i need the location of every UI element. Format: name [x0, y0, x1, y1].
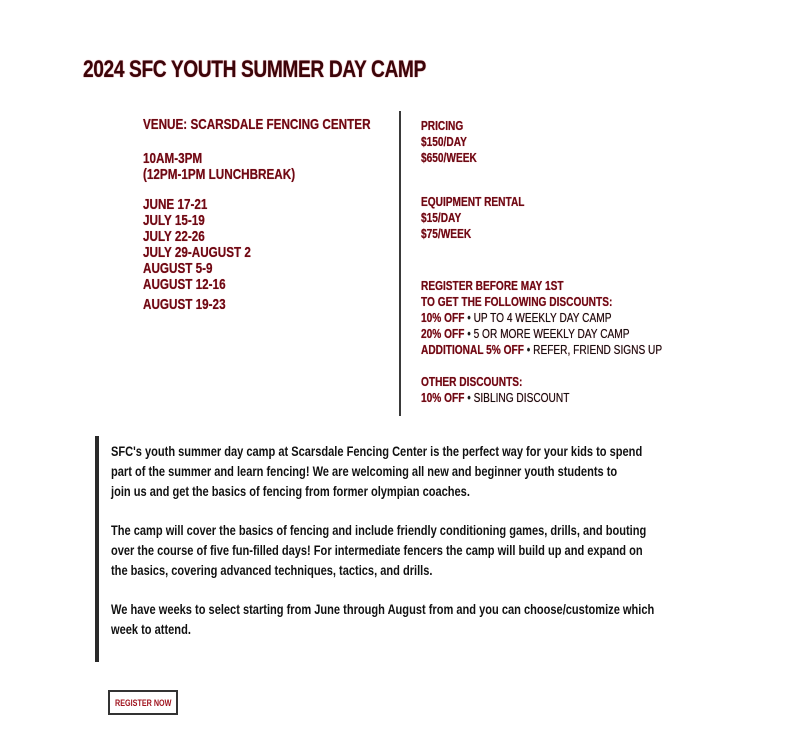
discount-desc: SIBLING DISCOUNT — [473, 390, 570, 405]
text-line: over the course of five fun-filled days! For intermediate fencers the camp will build up and expand on — [111, 542, 643, 558]
week-date: JULY 22-26 — [143, 228, 205, 245]
early-heading: REGISTER BEFORE MAY 1ST — [421, 278, 564, 293]
other-discounts-heading: OTHER DISCOUNTS: — [421, 374, 523, 389]
description-paragraph-3 — [111, 599, 654, 639]
bullet: • — [467, 390, 471, 405]
bullet: • — [467, 310, 471, 325]
pricing-column — [421, 118, 730, 406]
text-line: part of the summer and learn fencing! We are welcoming all new and beginner youth students to — [111, 463, 618, 479]
week-date: JULY 15-19 — [143, 212, 205, 229]
discount-amount: ADDITIONAL 5% OFF — [421, 342, 524, 357]
discount-desc: REFER, FRIEND SIGNS UP — [533, 342, 663, 357]
week-date: JUNE 17-21 — [143, 196, 208, 213]
discount-desc: UP TO 4 WEEKLY DAY CAMP — [473, 310, 612, 325]
quote-bar — [95, 436, 99, 662]
camp-info-column — [143, 117, 435, 313]
week-date: AUGUST 19-23 — [143, 296, 226, 313]
discount-item — [421, 390, 662, 406]
column-divider — [399, 111, 401, 416]
lunch-break: (12PM-1PM LUNCHBREAK) — [143, 166, 296, 183]
equipment-week: $75/WEEK — [421, 226, 472, 241]
text-line: week to attend. — [111, 621, 191, 637]
text-line: the basics, covering advanced techniques, tactics, and drills. — [111, 562, 433, 578]
equipment-heading: EQUIPMENT RENTAL — [421, 194, 525, 209]
page-title: 2024 SFC YOUTH SUMMER DAY CAMP — [83, 56, 426, 83]
week-date: AUGUST 5-9 — [143, 260, 213, 277]
discount-item — [421, 326, 662, 342]
description-paragraph-2 — [111, 520, 646, 580]
week-date: JULY 29-AUGUST 2 — [143, 244, 251, 261]
discount-amount: 20% OFF — [421, 326, 465, 341]
bullet: • — [467, 326, 471, 341]
discount-amount: 10% OFF — [421, 390, 465, 405]
price-week: $650/WEEK — [421, 150, 477, 165]
register-now-button[interactable] — [108, 690, 178, 715]
pricing-heading: PRICING — [421, 118, 464, 133]
venue: VENUE: SCARSDALE FENCING CENTER — [143, 116, 371, 133]
equipment-day: $15/DAY — [421, 210, 462, 225]
description-paragraph-1 — [111, 441, 642, 501]
text-line: SFC's youth summer day camp at Scarsdale Fencing Center is the perfect way for your kids to spend — [111, 443, 643, 459]
text-line: We have weeks to select starting from June through August from and you can choose/customize which — [111, 601, 655, 617]
register-now-label: REGISTER NOW — [114, 697, 172, 708]
discount-item — [421, 310, 662, 326]
early-subheading: TO GET THE FOLLOWING DISCOUNTS: — [421, 294, 613, 309]
week-date: AUGUST 12-16 — [143, 276, 226, 293]
discount-desc: 5 OR MORE WEEKLY DAY CAMP — [473, 326, 630, 341]
price-day: $150/DAY — [421, 134, 467, 149]
bullet: • — [526, 342, 531, 357]
hours: 10AM-3PM — [143, 150, 203, 167]
discount-item — [421, 342, 662, 358]
text-line: The camp will cover the basics of fencing and include friendly conditioning games, drills, and bouting — [111, 522, 647, 538]
text-line: join us and get the basics of fencing from former olympian coaches. — [111, 483, 470, 499]
discount-amount: 10% OFF — [421, 310, 465, 325]
